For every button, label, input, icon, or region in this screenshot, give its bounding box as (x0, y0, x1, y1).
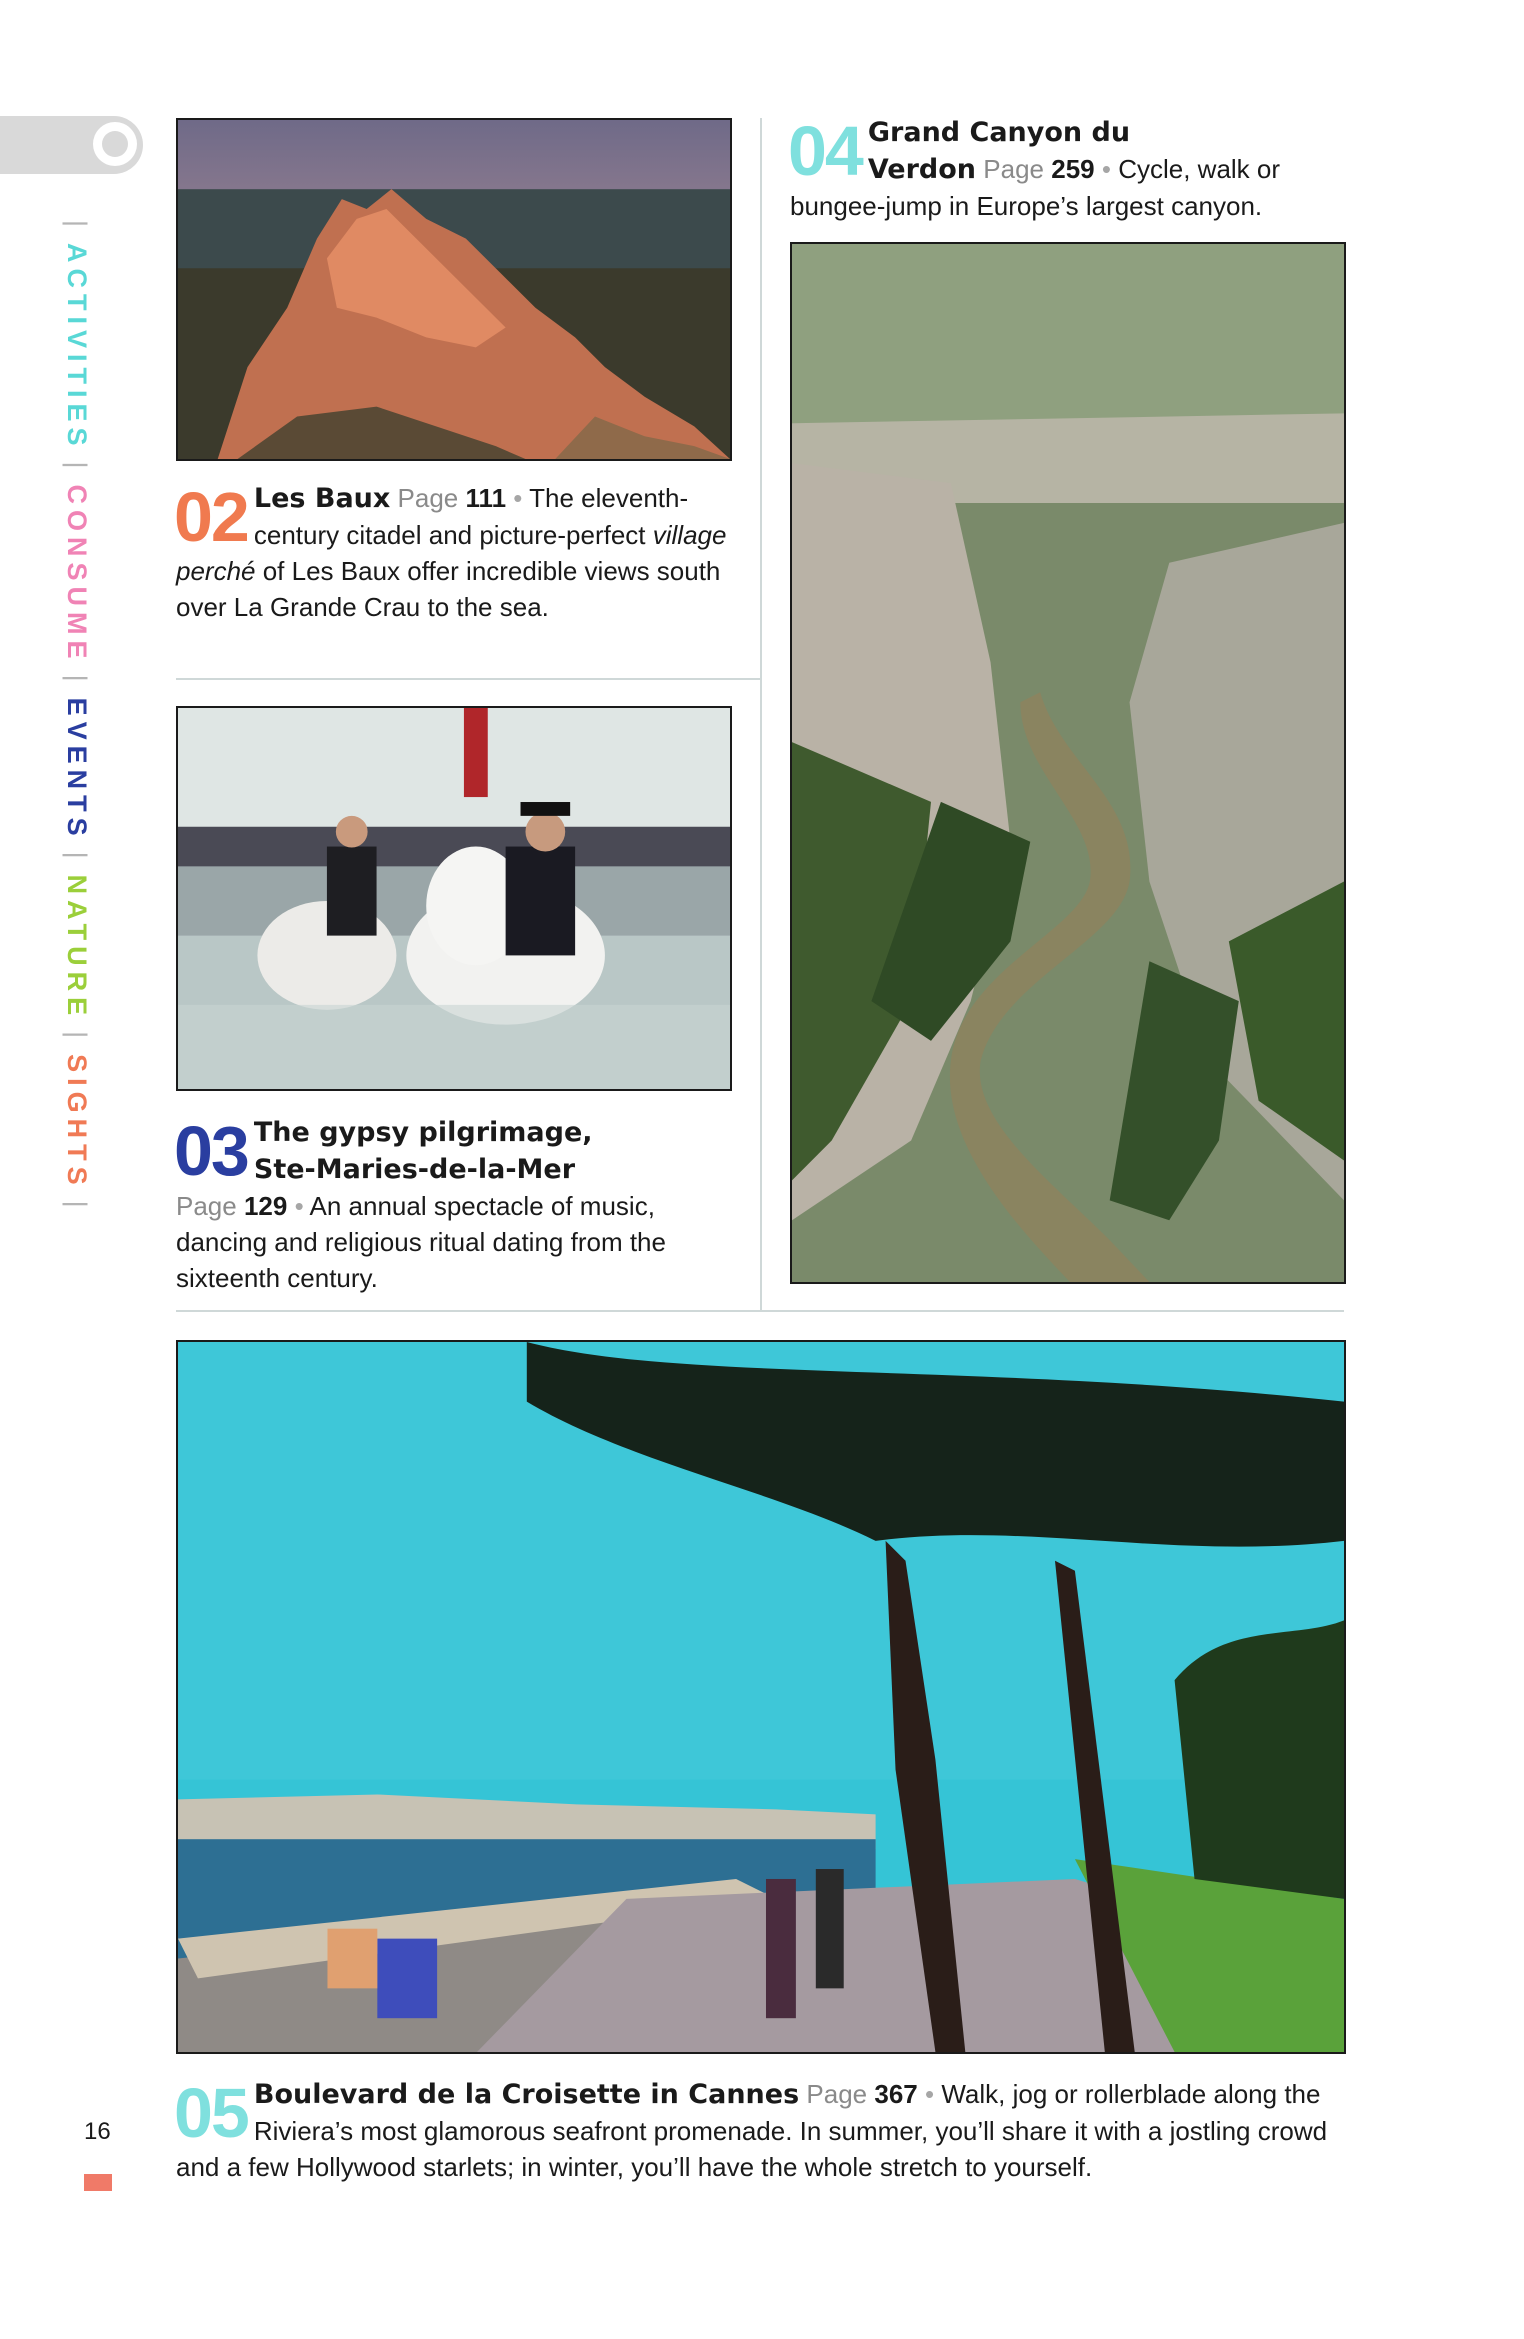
nav-nature[interactable]: NATURE (62, 874, 92, 1022)
page-label: Page (176, 1191, 237, 1221)
item-text-italic: village perché (176, 520, 727, 586)
caption-croisette-cannes (176, 2076, 1356, 2185)
item-title-line2: Ste-Maries-de-la-Mer (253, 1154, 576, 1185)
item-title: Boulevard de la Croisette in Cannes (253, 2079, 800, 2110)
photo-les-baux (176, 118, 732, 461)
photo-grand-canyon-du-verdon (790, 242, 1346, 1284)
item-number: 02 (174, 478, 248, 556)
page-ref[interactable]: 129 (243, 1191, 288, 1221)
item-number: 03 (174, 1112, 248, 1190)
bullet: • (1101, 154, 1111, 184)
item-title: The gypsy pilgrimage, (253, 1117, 593, 1148)
item-text: An annual spectacle of music, dancing and religious ritual dating from the sixteenth century. (176, 1191, 666, 1293)
item-number: 05 (174, 2074, 248, 2152)
photo-croisette-cannes (176, 1340, 1346, 2054)
bullet: • (924, 2079, 935, 2109)
item-text: Cycle, walk or bungee-jump in Europe’s largest canyon. (790, 154, 1281, 221)
page-ref[interactable]: 259 (1051, 154, 1095, 184)
page-label: Page (983, 154, 1044, 184)
nav-sights[interactable]: SIGHTS (62, 1054, 92, 1191)
page-marker (84, 2174, 112, 2191)
bullet: • (294, 1191, 304, 1221)
item-number: 04 (788, 112, 862, 190)
item-text: Walk, jog or rollerblade along the Riviera’s most glamorous seafront promenade. In summer, you’ll share it with a jostling crowd and a few Hollywood starlets; in winter, you’ll have the whole stretch to yourself. (176, 2079, 1328, 2182)
section-tab (0, 116, 143, 174)
row-divider (176, 1310, 1344, 1312)
item-title-line2: Verdon (867, 154, 977, 185)
photo-gypsy-pilgrimage (176, 706, 732, 1091)
page-label: Page (806, 2079, 868, 2109)
section-nav: |ACTIVITIES|CONSUME|EVENTS|NATURE|SIGHTS| (62, 220, 92, 1214)
nav-events[interactable]: EVENTS (62, 697, 92, 842)
row-divider (176, 678, 760, 680)
caption-grand-canyon (790, 114, 1350, 224)
nav-consume[interactable]: CONSUME (62, 484, 92, 665)
page-number: 16 (84, 2118, 111, 2145)
bullet: • (513, 483, 523, 513)
page-ref[interactable]: 111 (465, 483, 507, 513)
nav-activities[interactable]: ACTIVITIES (62, 243, 92, 452)
page-ref[interactable]: 367 (874, 2079, 918, 2109)
item-title: Grand Canyon du (867, 117, 1131, 148)
caption-gypsy-pilgrimage (176, 1114, 736, 1296)
item-text-end: of Les Baux offer incredible views south over La Grande Crau to the sea. (176, 556, 721, 622)
column-divider (760, 118, 762, 1310)
tab-circle-icon (93, 122, 137, 166)
caption-les-baux (176, 480, 736, 625)
item-text: The eleventh-century citadel and picture-perfect (253, 483, 689, 550)
page-label: Page (397, 483, 459, 513)
item-title: Les Baux (253, 483, 391, 514)
